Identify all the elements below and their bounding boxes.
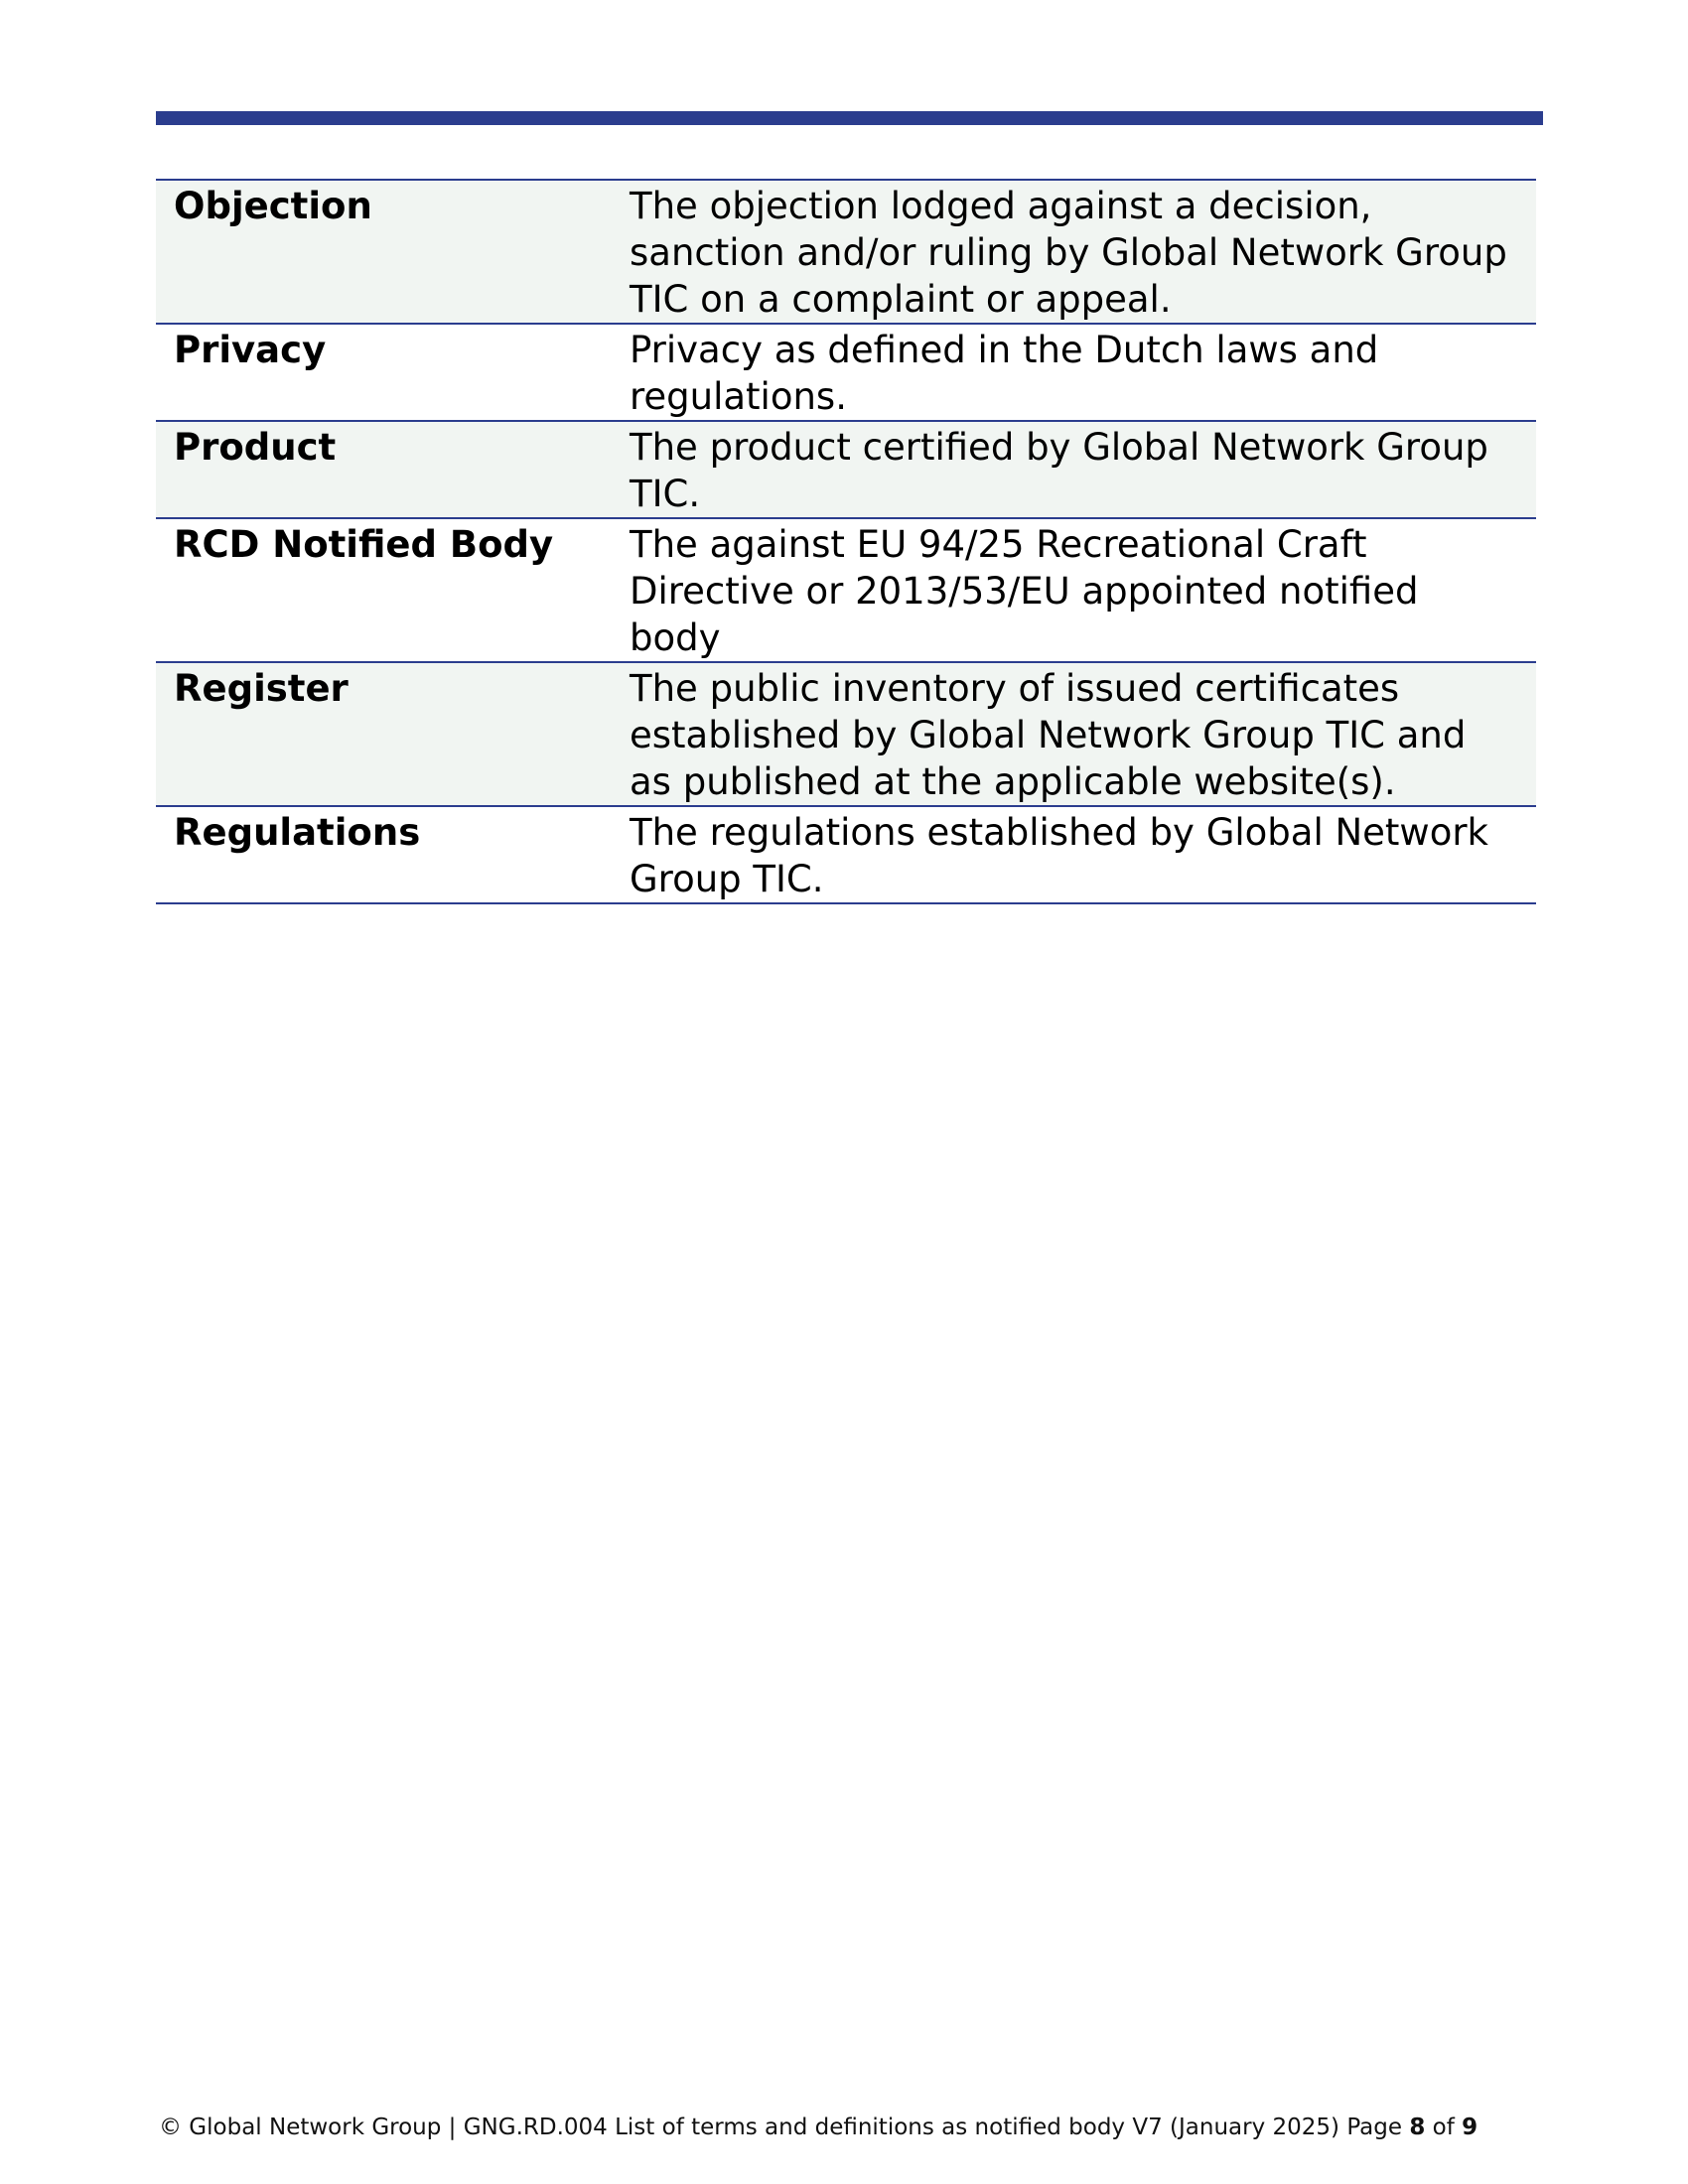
term-cell: Regulations xyxy=(174,811,421,854)
footer-text: © Global Network Group | GNG.RD.004 List of terms and definitions as notified body V7 (January 2025) Page xyxy=(159,2115,1410,2140)
definition-cell: The objection lodged against a decision, sanction and/or ruling by Global Network Group TIC on a complaint or appeal. xyxy=(630,180,1536,324)
table-row xyxy=(156,421,1536,518)
definition-cell: The product certified by Global Network Group TIC. xyxy=(630,421,1536,518)
header-rule xyxy=(156,111,1543,125)
footer-of-label: of xyxy=(1425,2115,1463,2140)
definition-cell: The regulations established by Global Network Group TIC. xyxy=(630,811,1488,900)
table-row xyxy=(156,518,1536,662)
term-cell: Product xyxy=(156,421,630,518)
definition-cell: The against EU 94/25 Recreational Craft Directive or 2013/53/EU appointed notified body xyxy=(630,523,1419,659)
term-cell: Register xyxy=(156,662,630,806)
term-cell: RCD Notified Body xyxy=(174,523,554,566)
table-row xyxy=(156,662,1536,806)
table-row xyxy=(156,324,1536,421)
definition-cell: The public inventory of issued certificates established by Global Network Group TIC and as published at the applicable website(s). xyxy=(630,662,1536,806)
page-number-current: 8 xyxy=(1409,2115,1426,2140)
term-cell: Objection xyxy=(156,180,630,324)
table-row xyxy=(156,180,1536,324)
terms-table xyxy=(156,179,1536,904)
definition-cell: Privacy as defined in the Dutch laws and regulations. xyxy=(630,329,1379,418)
term-cell: Privacy xyxy=(174,329,327,371)
page-footer xyxy=(159,2113,1477,2142)
page-number-total: 9 xyxy=(1462,2115,1478,2140)
table-row xyxy=(156,806,1536,903)
